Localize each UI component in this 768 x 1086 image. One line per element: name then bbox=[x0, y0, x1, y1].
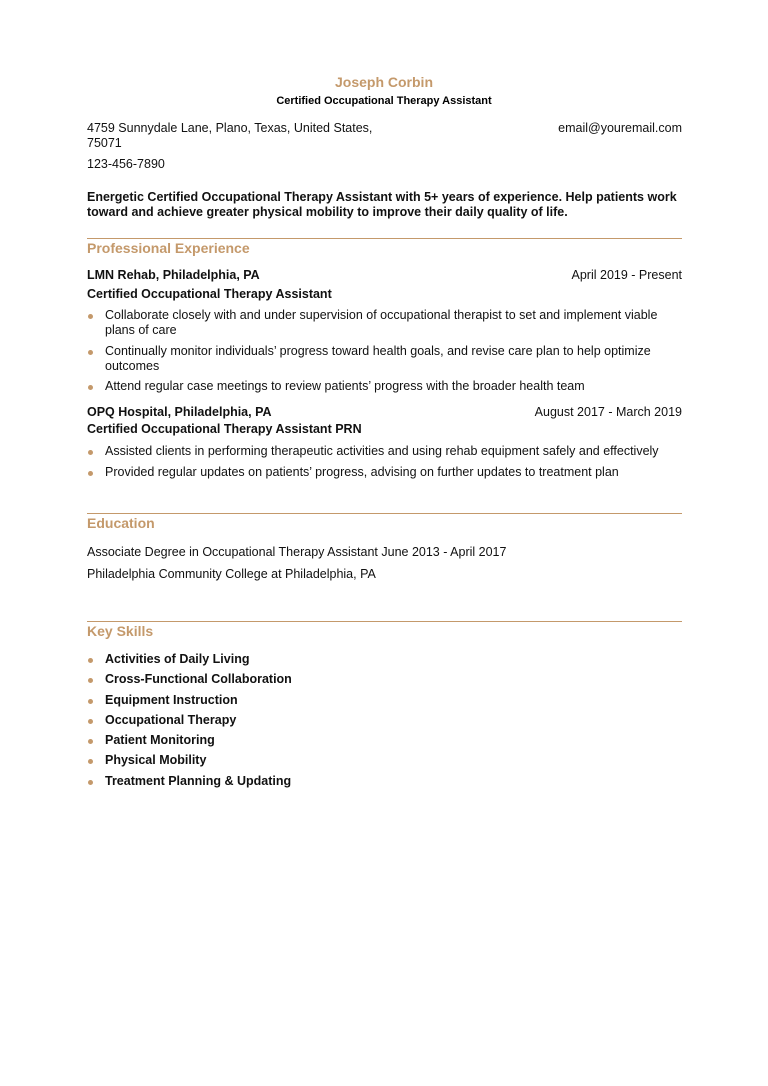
skill-item bbox=[87, 652, 677, 667]
section-divider bbox=[87, 621, 682, 622]
job-dates: August 2017 - March 2019 bbox=[534, 405, 682, 419]
job-header bbox=[87, 405, 682, 421]
email: email@youremail.com bbox=[558, 121, 682, 135]
skills-heading: Key Skills bbox=[87, 623, 154, 639]
skill-item bbox=[87, 672, 677, 687]
job-role: Certified Occupational Therapy Assistant bbox=[87, 287, 332, 301]
summary: Energetic Certified Occupational Therapy Assistant with 5+ years of experience. Help patients work toward and achieve greater physical mobility to improve their daily quality of life. bbox=[87, 190, 677, 219]
bullet-icon bbox=[88, 471, 93, 476]
education-heading: Education bbox=[87, 515, 155, 531]
skill-item bbox=[87, 733, 677, 748]
skills-list bbox=[87, 652, 677, 794]
skill-item bbox=[87, 713, 677, 728]
skill-text: Activities of Daily Living bbox=[105, 652, 250, 666]
bullet-icon bbox=[88, 450, 93, 455]
list-item bbox=[87, 465, 677, 480]
job-bullets bbox=[87, 308, 677, 394]
bullet-text: Collaborate closely with and under supervision of occupational therapist to set and implement viable plans of care bbox=[105, 308, 658, 337]
skill-text: Cross-Functional Collaboration bbox=[105, 672, 292, 687]
job-role: Certified Occupational Therapy Assistant PRN bbox=[87, 422, 362, 436]
skill-text: Patient Monitoring bbox=[105, 733, 215, 748]
bullet-icon bbox=[88, 350, 93, 355]
list-item bbox=[87, 379, 677, 394]
bullet-icon bbox=[88, 314, 93, 319]
job-bullets bbox=[87, 444, 677, 480]
bullet-icon bbox=[88, 658, 93, 663]
bullet-icon bbox=[88, 759, 93, 764]
education-degree: Associate Degree in Occupational Therapy Assistant June 2013 - April 2017 bbox=[87, 545, 507, 559]
bullet-text: Assisted clients in performing therapeutic activities and using rehab equipment safely and effectively bbox=[105, 444, 659, 458]
job-company: LMN Rehab, Philadelphia, PA bbox=[87, 268, 260, 282]
job-dates: April 2019 - Present bbox=[571, 268, 682, 282]
skill-item bbox=[87, 693, 677, 708]
skill-text: Occupational Therapy bbox=[105, 712, 237, 727]
candidate-name: Joseph Corbin bbox=[334, 74, 433, 90]
list-item bbox=[87, 344, 677, 374]
bullet-icon bbox=[88, 678, 93, 683]
bullet-text: Provided regular updates on patients’ progress, advising on further updates to treatment plan bbox=[105, 465, 619, 479]
bullet-icon bbox=[88, 385, 93, 390]
skill-text: Equipment Instruction bbox=[105, 692, 238, 707]
section-divider bbox=[87, 513, 682, 514]
skill-item bbox=[87, 753, 677, 768]
job-title: Certified Occupational Therapy Assistant bbox=[276, 95, 492, 107]
list-item bbox=[87, 444, 677, 459]
bullet-text: Attend regular case meetings to review patients’ progress with the broader health team bbox=[105, 379, 585, 393]
experience-heading: Professional Experience bbox=[87, 240, 250, 256]
address: 4759 Sunnydale Lane, Plano, Texas, United States, 75071 bbox=[87, 121, 373, 150]
job-company: OPQ Hospital, Philadelphia, PA bbox=[87, 405, 272, 419]
phone: 123-456-7890 bbox=[87, 157, 165, 171]
bullet-text: Continually monitor individuals’ progress toward health goals, and revise care plan to help optimize outcomes bbox=[105, 344, 651, 373]
bullet-icon bbox=[88, 780, 93, 785]
bullet-icon bbox=[88, 699, 93, 704]
bullet-icon bbox=[88, 719, 93, 724]
skill-item bbox=[87, 774, 677, 789]
job-header bbox=[87, 268, 682, 284]
skill-text: Physical Mobility bbox=[105, 753, 207, 768]
list-item bbox=[87, 308, 677, 338]
section-divider bbox=[87, 238, 682, 239]
skill-text: Treatment Planning & Updating bbox=[105, 773, 292, 788]
education-school: Philadelphia Community College at Philadelphia, PA bbox=[87, 567, 376, 581]
bullet-icon bbox=[88, 739, 93, 744]
